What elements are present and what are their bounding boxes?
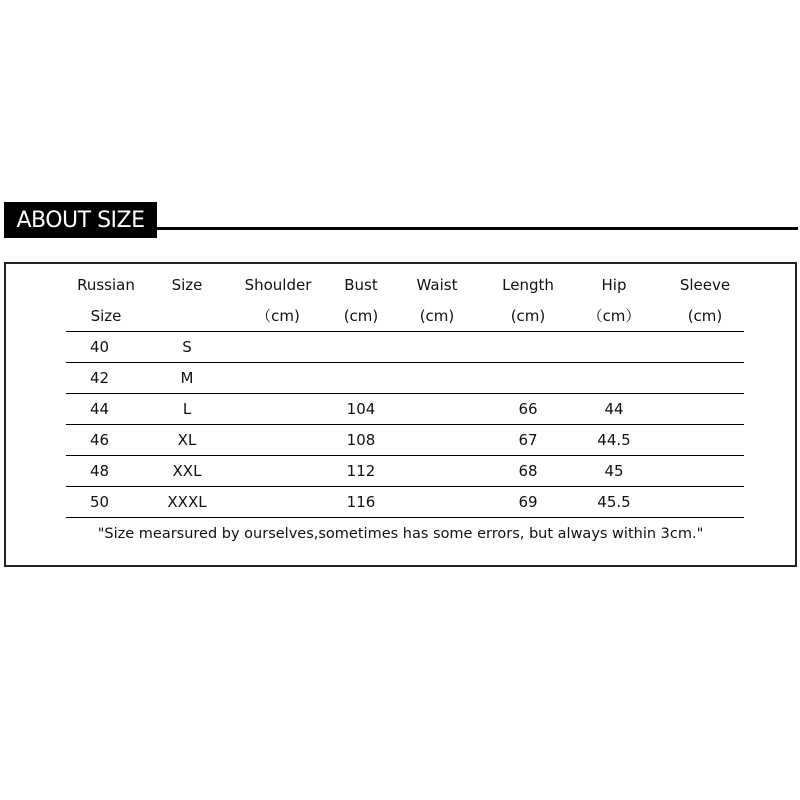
header-cell: Length [502,276,554,294]
table-cell [394,425,480,455]
table-cell [576,363,652,393]
table-cell [480,332,576,362]
table-cell [652,425,758,455]
table-cell: 42 [90,369,110,387]
table-cell [480,363,576,393]
table-cell [328,332,394,362]
header-cell [146,300,228,331]
table-cell: 44.5 [597,431,631,449]
table-row [66,456,744,487]
table-row [66,332,744,363]
table-cell: 68 [518,462,538,480]
table-cell: 108 [346,431,376,449]
table-cell: 45 [604,462,624,480]
table-cell: M [180,369,194,387]
header-cell: (cm) [419,306,455,325]
measurement-note: "Size mearsured by ourselves,sometimes has some errors, but always within 3cm." [97,526,704,542]
table-row [66,394,744,425]
header-cell: Russian [77,276,135,294]
table-cell [652,456,758,486]
table-cell: 104 [346,400,376,418]
table-cell: 69 [518,493,538,511]
table-cell [228,363,328,393]
table-cell [394,394,480,424]
table-header-row-bottom [66,300,744,332]
table-cell: XL [177,431,197,449]
table-cell: XXL [172,462,202,480]
header-cell: （cm） [587,307,641,325]
header-divider [157,227,798,230]
table-header-row-top [66,270,744,300]
header-cell: Waist [416,276,458,294]
header-cell: Size [90,306,122,325]
table-row [66,363,744,394]
table-cell: L [182,400,192,418]
table-cell [228,394,328,424]
table-cell [394,363,480,393]
table-cell [652,394,758,424]
table-cell [394,456,480,486]
table-cell [228,425,328,455]
header-cell: Sleeve [679,276,731,294]
table-cell [394,332,480,362]
table-cell: XXXL [167,493,207,511]
table-cell: 50 [90,493,110,511]
header-cell: Shoulder [244,276,312,294]
header-cell: Hip [601,276,627,294]
table-cell: 44 [90,400,110,418]
header-cell: (cm) [343,306,379,325]
table-cell [328,363,394,393]
header-cell: Size [171,276,203,294]
table-cell: 46 [90,431,110,449]
header-cell: （cm) [256,307,300,325]
table-cell: 67 [518,431,538,449]
table-cell: 66 [518,400,538,418]
table-cell [228,332,328,362]
table-cell [652,487,758,517]
table-cell [394,487,480,517]
table-cell [652,363,758,393]
table-cell: 40 [90,338,110,356]
table-cell: S [182,338,192,356]
table-cell [228,487,328,517]
table-cell: 112 [346,462,376,480]
table-cell: 116 [346,493,376,511]
table-cell [576,332,652,362]
table-cell [652,332,758,362]
size-table [66,270,744,518]
section-title-text: ABOUT SIZE [16,207,145,233]
table-row [66,487,744,518]
header-cell: (cm) [687,306,723,325]
table-cell: 48 [90,462,110,480]
section-title [4,202,157,238]
header-cell: (cm) [510,306,546,325]
table-cell: 44 [604,400,624,418]
table-cell [228,456,328,486]
table-cell: 45.5 [597,493,631,511]
header-cell: Bust [344,276,378,294]
table-row [66,425,744,456]
